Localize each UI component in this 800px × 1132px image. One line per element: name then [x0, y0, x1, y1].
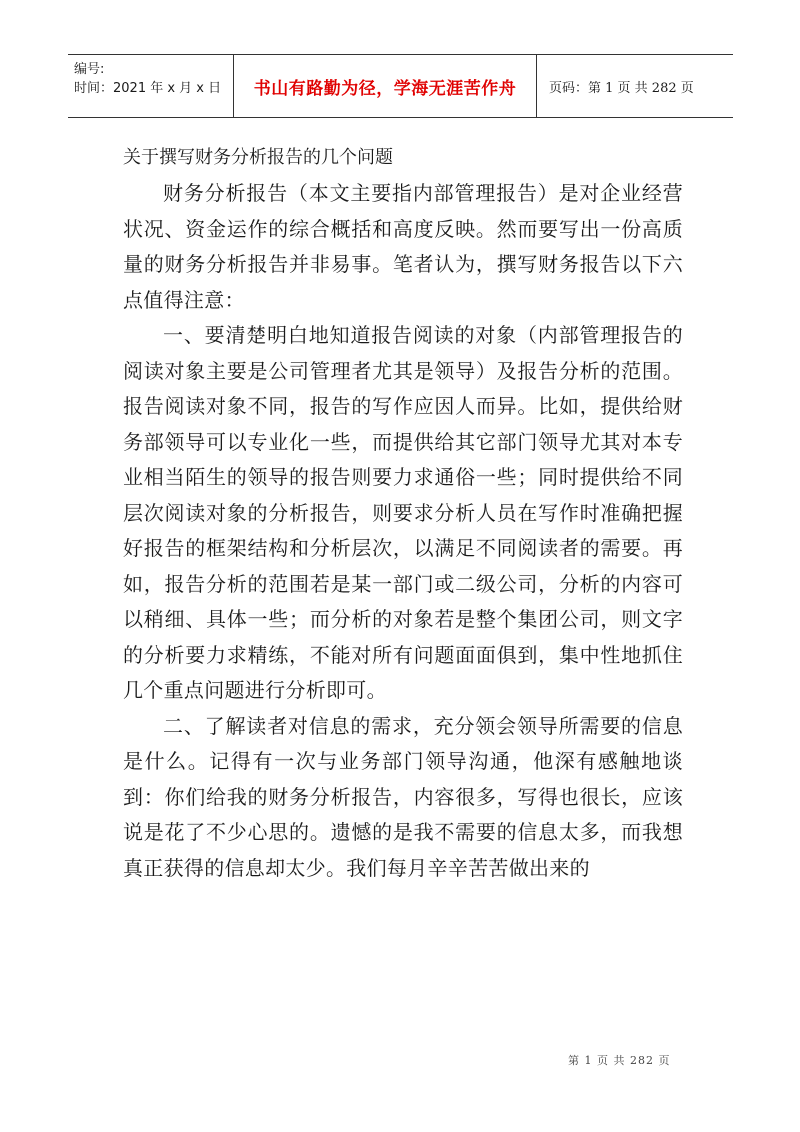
header-page-info: 页码：第 1 页 共 282 页 [549, 80, 694, 96]
paragraph: 一、要清楚明白地知道报告阅读的对象（内部管理报告的阅读对象主要是公司管理者尤其是领导）及报告分析的范围。报告阅读对象不同，报告的写作应因人而异。比如，提供给财务部领导可以专业化一些，而提供给其它部门领导尤其对本专业相当陌生的领导的报告则要力求通俗一些；同时提供给不同层次阅读对象的分析报告，则要求分析人员在写作时准确把握好报告的框架结构和分析层次，以满足不同阅读者的需要。再如，报告分析的范围若是某一部门或二级公司，分析的内容可以稍细、具体一些；而分析的对象若是整个集团公司，则文字的分析要力求精练，不能对所有问题面面俱到，集中性地抓住几个重点问题进行分析即可。 [123, 323, 683, 702]
document-body [123, 140, 683, 886]
header-meta-cell [68, 55, 234, 117]
document-time-label: 时间：2021 年 x 月 x 日 [74, 81, 222, 96]
document-number-label: 编号: [74, 62, 105, 77]
page-header [68, 54, 733, 118]
document-title: 关于撰写财务分析报告的几个问题 [123, 147, 393, 168]
header-motto: 书山有路勤为径，学海无涯苦作舟 [234, 55, 537, 117]
paragraph: 二、了解读者对信息的需求，充分领会领导所需要的信息是什么。记得有一次与业务部门领导沟通，他深有感触地谈到：你们给我的财务分析报告，内容很多，写得也很长，应该说是花了不少心思的。遗憾的是我不需要的信息太多，而我想真正获得的信息却太少。我们每月辛辛苦苦做出来的 [123, 713, 683, 880]
page-footer: 第 1 页 共 282 页 [568, 1054, 671, 1067]
paragraph: 财务分析报告（本文主要指内部管理报告）是对企业经营状况、资金运作的综合概括和高度反映。然而要写出一份高质量的财务分析报告并非易事。笔者认为，撰写财务报告以下六点值得注意： [123, 181, 683, 312]
